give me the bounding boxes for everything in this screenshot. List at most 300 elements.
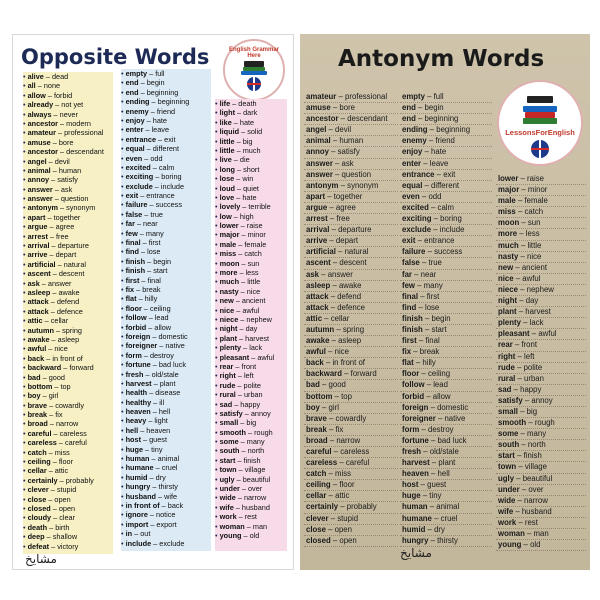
dash-separator: – (515, 196, 525, 206)
dash-separator: – (47, 400, 56, 410)
opposite-word: devil (54, 156, 70, 166)
dash-separator: – (238, 437, 247, 447)
dash-separator: – (325, 347, 335, 357)
antonym-pair (215, 418, 287, 427)
dash-separator: – (138, 425, 147, 435)
antonym-pair (215, 343, 287, 352)
antonym-pair (400, 403, 492, 414)
bullet-icon: • (215, 437, 220, 447)
dash-separator: – (511, 384, 521, 394)
word: careless (27, 438, 57, 448)
opposite-word: satisfy (57, 175, 78, 185)
opposite-word: annoy (531, 395, 553, 405)
bullet-icon: • (215, 239, 220, 249)
opposite-word: heaven (146, 425, 171, 435)
opposite-word: defend (337, 291, 362, 301)
bullet-icon: • (23, 231, 28, 241)
opposite-word: ill (159, 397, 165, 407)
antonym-pair (23, 504, 113, 513)
word: woman (498, 529, 525, 538)
word: alive (27, 72, 44, 81)
word: husband (125, 491, 156, 501)
dash-separator: – (139, 275, 148, 285)
word: attack (27, 297, 49, 307)
word: new (219, 296, 234, 306)
opposite-words-poster (12, 34, 294, 570)
antonym-list (23, 72, 113, 551)
word: night (219, 324, 238, 334)
antonym-pair (304, 236, 398, 247)
opposite-word: cellar (330, 313, 350, 323)
dash-separator: – (151, 397, 160, 407)
dash-separator: – (45, 90, 54, 100)
dash-separator: – (419, 191, 429, 201)
antonym-pair (304, 92, 398, 103)
opposite-word: descendant (347, 114, 388, 124)
dash-separator: – (319, 380, 329, 390)
antonym-pair (215, 230, 287, 239)
antonym-pair (215, 465, 287, 474)
opposite-word: sun (247, 258, 260, 268)
word: start (498, 451, 515, 461)
bullet-icon: • (121, 482, 126, 492)
opposite-word: much (242, 145, 261, 155)
dash-separator: – (138, 87, 147, 97)
antonym-pair (23, 354, 113, 363)
antonym-pair (23, 513, 113, 522)
opposite-word: village (244, 465, 266, 475)
word: plant (219, 333, 238, 343)
word: exit (402, 236, 416, 246)
word: attic (306, 313, 323, 323)
antonym-pair (496, 185, 586, 196)
antonym-pair (496, 329, 586, 340)
dash-separator: – (239, 230, 248, 240)
antonym-pair (400, 292, 492, 303)
opposite-word: birth (55, 522, 70, 532)
antonym-pair (215, 202, 287, 211)
word: false (402, 258, 420, 268)
antonym-pair (121, 88, 211, 97)
opposite-word: forward (69, 363, 94, 373)
bullet-icon: • (215, 183, 220, 193)
opposite-word: defence (56, 306, 83, 316)
dash-separator: – (328, 147, 338, 157)
antonym-pair (215, 428, 287, 437)
opposite-word: attic (335, 491, 350, 501)
word: empty (125, 69, 148, 78)
antonym-pair (121, 238, 211, 247)
antonym-pair (400, 447, 492, 458)
opposite-word: fix (55, 410, 63, 420)
opposite-word: professional (345, 92, 388, 101)
bullet-icon: • (215, 324, 220, 334)
word: excited (125, 162, 151, 172)
dash-separator: – (515, 373, 525, 383)
opposite-word: never (59, 109, 78, 119)
dash-separator: – (240, 202, 249, 212)
word: work (219, 512, 237, 522)
bullet-icon: • (215, 474, 220, 484)
antonym-pair (215, 324, 287, 333)
word: argue (27, 222, 48, 232)
word: attack (306, 302, 329, 312)
opposite-word: careless (340, 447, 370, 456)
antonym-pair (121, 492, 211, 501)
antonym-pair (496, 352, 586, 363)
dash-separator: – (58, 203, 67, 213)
opposite-word: catch (244, 249, 262, 259)
dash-separator: – (416, 302, 425, 312)
dash-separator: – (50, 503, 59, 513)
antonym-pair (496, 263, 586, 274)
opposite-word: near (420, 269, 437, 279)
antonym-pair (23, 288, 113, 297)
antonym-pair (400, 125, 492, 136)
opposite-word: thirsty (158, 482, 178, 492)
bullet-icon: • (23, 222, 28, 232)
dash-separator: – (422, 324, 432, 334)
word-column-3 (215, 99, 287, 551)
dash-separator: – (40, 372, 49, 382)
opposite-word: nephew (526, 284, 554, 294)
opposite-word: rough (534, 418, 555, 428)
antonym-pair (23, 166, 113, 175)
opposite-word: solid (247, 127, 263, 137)
dash-separator: – (235, 390, 244, 400)
opposite-word: rest (524, 517, 538, 527)
antonym-pair (121, 200, 211, 209)
bullet-icon: • (215, 305, 220, 315)
opposite-word: ask (60, 184, 73, 194)
opposite-word: allow (432, 391, 451, 401)
dash-separator: – (231, 155, 240, 165)
dash-separator: – (53, 325, 63, 335)
word: form (402, 424, 420, 434)
word: all (27, 81, 36, 91)
dash-separator: – (35, 81, 44, 91)
word: rural (219, 390, 236, 400)
opposite-word: defend (56, 297, 80, 307)
antonym-pair (496, 474, 586, 485)
opposite-word: terrible (248, 202, 271, 212)
dash-separator: – (327, 214, 337, 224)
opposite-word: rough (254, 427, 273, 437)
opposite-word: exit (164, 134, 176, 144)
antonym-pair (121, 473, 211, 482)
antonym-pair (400, 347, 492, 358)
word: apart (27, 212, 46, 222)
antonym-pair (121, 388, 211, 397)
word: ceiling (27, 457, 51, 467)
antonym-pair (400, 480, 492, 491)
dash-separator: – (143, 125, 152, 135)
antonym-pair (23, 429, 113, 438)
antonym-pair (400, 281, 492, 292)
dash-separator: – (134, 219, 144, 229)
antonym-pair (215, 108, 287, 117)
antonym-pair (400, 136, 492, 147)
bullet-icon: • (215, 502, 220, 512)
dash-separator: – (411, 347, 420, 357)
dash-separator: – (150, 482, 159, 492)
dash-separator: – (52, 184, 61, 194)
opposite-word: modern (66, 118, 91, 128)
antonym-pair (304, 281, 398, 292)
dash-separator: – (49, 541, 58, 551)
antonym-pair (304, 502, 398, 513)
antonym-pair (215, 118, 287, 127)
bullet-icon: • (121, 454, 126, 464)
bullet-icon: • (215, 221, 220, 231)
word: humid (125, 472, 148, 482)
word: humid (402, 524, 426, 534)
dash-separator: – (159, 500, 168, 510)
word: find (125, 247, 139, 257)
opposite-word: husband (521, 506, 552, 516)
opposite-word: calm (158, 162, 175, 172)
dash-separator: – (514, 473, 523, 483)
bullet-icon: • (23, 513, 28, 523)
bullet-icon: • (121, 519, 126, 529)
opposite-word: descent (58, 269, 85, 279)
dash-separator: – (515, 207, 525, 217)
antonym-pair (215, 484, 287, 493)
dash-separator: – (336, 92, 346, 101)
opposite-word: girl (48, 391, 59, 401)
word: annoy (27, 175, 50, 185)
word: host (402, 480, 419, 490)
opposite-word: together (53, 212, 81, 222)
bullet-icon: • (23, 297, 28, 307)
word: amateur (27, 128, 56, 138)
dash-separator: – (338, 180, 348, 190)
opposite-word: happy (240, 399, 261, 409)
word: lovely (219, 202, 241, 212)
word: enter (402, 158, 422, 168)
dash-separator: – (338, 502, 347, 512)
word: rear (219, 361, 234, 371)
logo-text: English Grammar Here (228, 47, 279, 59)
word: death (27, 522, 48, 532)
word: pleasant (219, 352, 250, 362)
word: answer (27, 184, 53, 194)
antonym-pair (23, 410, 113, 419)
bullet-icon: • (215, 117, 220, 127)
dash-separator: – (341, 369, 351, 379)
dash-separator: – (415, 236, 425, 246)
dash-separator: – (427, 125, 437, 135)
bullet-icon: • (121, 115, 126, 125)
dash-separator: – (43, 72, 52, 81)
antonym-pair (400, 502, 492, 513)
antonym-pair (215, 221, 287, 230)
dash-separator: – (147, 472, 156, 482)
dash-separator: – (237, 333, 246, 343)
opposite-word: north (247, 446, 265, 456)
dash-separator: – (141, 303, 150, 313)
word: autumn (27, 325, 54, 335)
dash-separator: – (235, 455, 244, 465)
word: ending (125, 97, 150, 107)
opposite-word: friend (156, 106, 176, 116)
word: exclude (402, 225, 432, 235)
opposite-word: start (153, 266, 168, 276)
dash-separator: – (236, 512, 245, 522)
word: animal (306, 136, 331, 146)
bullet-icon: • (121, 144, 126, 154)
opposite-word: boring (440, 214, 462, 224)
word: catch (27, 447, 47, 457)
antonym-pair (496, 285, 586, 296)
word: arrive (27, 250, 48, 260)
antonym-pair (23, 457, 113, 466)
word: finish (125, 266, 146, 276)
word: ancestor (27, 147, 59, 157)
opposite-word: front (521, 340, 538, 350)
antonym-pair (121, 501, 211, 510)
bullet-icon: • (23, 156, 28, 166)
bullet-icon: • (215, 258, 220, 268)
logo-text: LessonsForEnglish (505, 128, 575, 137)
antonym-pair (215, 306, 287, 315)
word: far (125, 219, 135, 229)
word: exclude (125, 181, 153, 191)
antonym-pair (304, 480, 398, 491)
word: under (219, 484, 240, 494)
dash-separator: – (513, 506, 522, 516)
antonym-pair (121, 78, 211, 87)
bullet-icon: • (23, 475, 28, 485)
word: equal (402, 180, 423, 190)
dash-separator: – (245, 427, 255, 437)
antonym-pair (23, 438, 113, 447)
antonym-pair (304, 491, 398, 502)
opposite-word: human (58, 165, 82, 175)
dash-separator: – (234, 174, 243, 184)
opposite-word: left (243, 371, 254, 381)
dash-separator: – (428, 402, 438, 412)
dash-separator: – (136, 294, 145, 304)
antonym-pair (215, 475, 287, 484)
word: awake (27, 334, 50, 344)
opposite-word: back (167, 500, 184, 510)
word: clever (306, 513, 329, 523)
opposite-word: cowardly (335, 413, 367, 423)
antonym-pair (23, 185, 113, 194)
word: angel (306, 125, 327, 135)
antonym-pair (400, 514, 492, 525)
bullet-icon: • (23, 72, 28, 81)
opposite-word: left (524, 351, 535, 361)
dash-separator: – (415, 114, 425, 124)
opposite-word: many (145, 228, 164, 238)
opposite-word: floor (339, 480, 355, 490)
bullet-icon: • (215, 108, 220, 118)
bullet-icon: • (23, 438, 28, 448)
dash-separator: – (514, 362, 524, 372)
word: much (219, 277, 240, 287)
dash-separator: – (40, 391, 49, 401)
dash-separator: – (517, 296, 526, 306)
dash-separator: – (55, 259, 64, 269)
word: final (402, 291, 419, 301)
opposite-word: plant (159, 378, 176, 388)
dash-separator: – (151, 378, 160, 388)
antonym-pair (400, 258, 492, 269)
word: foreign (125, 331, 151, 341)
word: closed (306, 535, 331, 545)
opposite-word: narrow (336, 435, 361, 445)
opposite-word: together (333, 191, 363, 201)
bullet-icon: • (23, 128, 28, 138)
word: miss (498, 207, 516, 217)
word: first (125, 275, 140, 285)
bullet-icon: • (215, 127, 220, 137)
dash-separator: – (148, 519, 157, 529)
bullet-icon: • (23, 372, 28, 382)
word: follow (125, 313, 147, 323)
dash-separator: – (234, 192, 243, 202)
antonym-pair (400, 247, 492, 258)
antonym-pair (121, 247, 211, 256)
opposite-word: awake (338, 280, 362, 290)
bullet-icon: • (23, 184, 28, 194)
antonym-pair (121, 154, 211, 163)
bullet-icon: • (23, 447, 28, 457)
opposite-word: allow (154, 322, 172, 332)
dash-separator: – (411, 269, 421, 279)
dash-separator: – (44, 532, 53, 542)
dash-separator: – (137, 228, 146, 238)
bullet-icon: • (121, 425, 126, 435)
word: backward (306, 369, 342, 379)
dash-separator: – (58, 118, 67, 128)
opposite-word: lose (147, 247, 161, 257)
opposite-word: entrance (146, 191, 175, 201)
dash-separator: – (422, 313, 432, 323)
graduation-cap-icon (244, 61, 264, 67)
word: antonym (27, 203, 58, 213)
antonym-pair (121, 182, 211, 191)
dash-separator: – (49, 241, 58, 251)
dash-separator: – (244, 521, 253, 531)
opposite-word: descendant (66, 147, 104, 157)
word: empty (402, 92, 425, 101)
antonym-pair (400, 147, 492, 158)
opposite-word: lead (433, 380, 448, 390)
antonym-pair (121, 407, 211, 416)
opposite-word: final (147, 275, 161, 285)
antonym-pair (400, 114, 492, 125)
word: ask (306, 269, 320, 279)
word: health (125, 388, 148, 398)
dash-separator: – (46, 447, 55, 457)
word: niece (498, 284, 518, 294)
antonym-pair (121, 97, 211, 106)
antonym-pair (23, 279, 113, 288)
word: ancestor (306, 114, 339, 124)
opposite-word: clear (59, 513, 76, 523)
opposite-word: win (242, 174, 254, 184)
bullet-icon: • (215, 202, 220, 212)
word: fresh (402, 447, 422, 456)
word: artificial (306, 247, 336, 257)
word: little (219, 145, 235, 155)
word: foreigner (402, 413, 436, 423)
opposite-word: bad luck (158, 360, 187, 370)
antonym-pair (304, 347, 398, 358)
